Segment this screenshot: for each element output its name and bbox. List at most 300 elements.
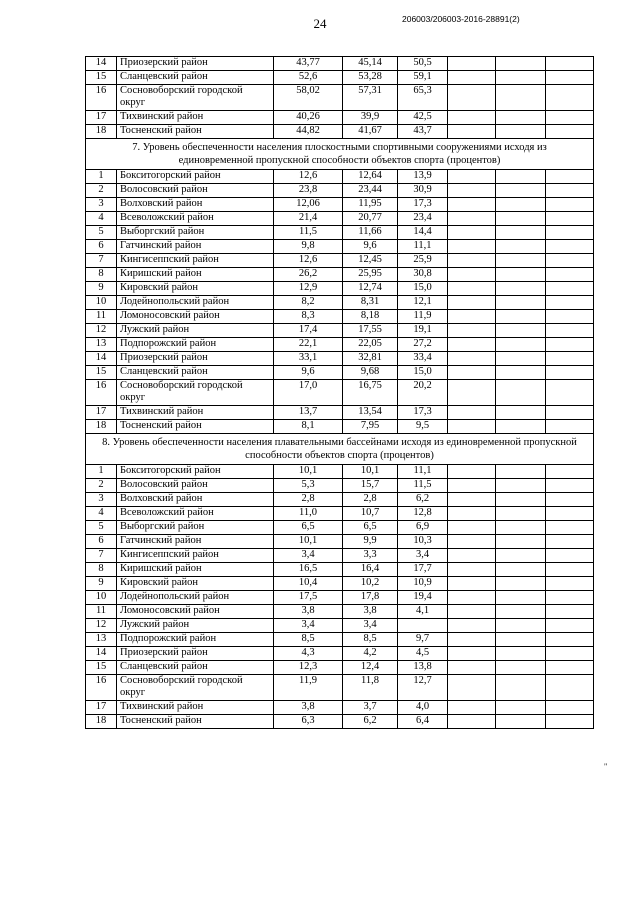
table-row [86,420,594,434]
empty-cell [546,549,594,563]
value-2017: 10,3 [398,535,448,549]
value-2017: 17,3 [398,406,448,420]
table-row [86,85,594,111]
value-2015: 12,9 [274,282,343,296]
value-2015: 10,1 [274,535,343,549]
empty-cell [496,563,546,577]
row-number: 9 [86,282,117,296]
value-2017: 19,4 [398,591,448,605]
row-number: 11 [86,310,117,324]
empty-cell [546,324,594,338]
section-7-heading: 7. Уровень обеспеченности населения плоскостными спортивными сооружениями исходя из единовременной пропускной способности объектов спорта (процентов) [86,139,594,170]
empty-cell [546,577,594,591]
empty-cell [448,198,496,212]
empty-cell [448,605,496,619]
value-2016: 20,77 [343,212,398,226]
empty-cell [546,465,594,479]
value-2016: 32,81 [343,352,398,366]
district-name: Волосовский район [117,184,274,198]
empty-cell [496,111,546,125]
value-2017: 59,1 [398,71,448,85]
empty-cell [496,380,546,406]
value-2016: 6,2 [343,715,398,729]
empty-cell [496,605,546,619]
district-name: Лужский район [117,619,274,633]
table-row [86,268,594,282]
table-row [86,493,594,507]
value-2016: 10,2 [343,577,398,591]
empty-cell [496,647,546,661]
row-number: 8 [86,268,117,282]
empty-cell [448,535,496,549]
row-number: 12 [86,619,117,633]
empty-cell [448,479,496,493]
empty-cell [496,507,546,521]
value-2016: 8,5 [343,633,398,647]
row-number: 16 [86,380,117,406]
empty-cell [546,198,594,212]
value-2015: 17,4 [274,324,343,338]
value-2015: 52,6 [274,71,343,85]
empty-cell [546,310,594,324]
row-number: 13 [86,633,117,647]
district-name: Всеволожский район [117,507,274,521]
district-name: Тосненский район [117,420,274,434]
value-2017: 12,8 [398,507,448,521]
empty-cell [546,111,594,125]
value-2016: 15,7 [343,479,398,493]
value-2016: 6,5 [343,521,398,535]
value-2017: 9,7 [398,633,448,647]
table-row [86,465,594,479]
empty-cell [496,57,546,71]
row-number: 4 [86,507,117,521]
district-name: Гатчинский район [117,240,274,254]
district-name: Кировский район [117,282,274,296]
value-2015: 21,4 [274,212,343,226]
value-2016: 11,66 [343,226,398,240]
table-row [86,212,594,226]
value-2016: 3,3 [343,549,398,563]
empty-cell [448,296,496,310]
margin-mark: " [604,762,608,771]
table-row [86,366,594,380]
empty-cell [448,380,496,406]
empty-cell [546,619,594,633]
empty-cell [448,352,496,366]
value-2015: 58,02 [274,85,343,111]
district-name: Волховский район [117,198,274,212]
district-name: Сосновоборский городской округ [117,675,274,701]
table-row [86,71,594,85]
empty-cell [496,310,546,324]
empty-cell [496,125,546,139]
value-2015: 12,06 [274,198,343,212]
row-number: 10 [86,296,117,310]
value-2017: 43,7 [398,125,448,139]
empty-cell [496,170,546,184]
empty-cell [448,633,496,647]
empty-cell [448,493,496,507]
table-row [86,675,594,701]
empty-cell [546,125,594,139]
district-name: Всеволожский район [117,212,274,226]
empty-cell [496,591,546,605]
value-2016: 10,7 [343,507,398,521]
empty-cell [496,420,546,434]
row-number: 1 [86,465,117,479]
row-number: 15 [86,661,117,675]
district-name: Киришский район [117,563,274,577]
empty-cell [448,57,496,71]
empty-cell [448,715,496,729]
value-2017: 4,1 [398,605,448,619]
value-2016: 12,4 [343,661,398,675]
empty-cell [496,619,546,633]
table-row [86,619,594,633]
empty-cell [496,633,546,647]
district-name: Кингисеппский район [117,254,274,268]
row-number: 6 [86,240,117,254]
value-2015: 33,1 [274,352,343,366]
row-number: 18 [86,420,117,434]
empty-cell [496,479,546,493]
value-2017: 11,1 [398,465,448,479]
row-number: 1 [86,170,117,184]
district-name: Лужский район [117,324,274,338]
empty-cell [496,268,546,282]
empty-cell [496,212,546,226]
value-2017: 30,8 [398,268,448,282]
table-row [86,661,594,675]
value-2015: 6,5 [274,521,343,535]
row-number: 3 [86,198,117,212]
empty-cell [496,198,546,212]
value-2015: 40,26 [274,111,343,125]
value-2015: 11,9 [274,675,343,701]
district-name: Кировский район [117,577,274,591]
value-2015: 44,82 [274,125,343,139]
row-number: 14 [86,647,117,661]
value-2015: 10,1 [274,465,343,479]
row-number: 7 [86,254,117,268]
value-2016: 3,7 [343,701,398,715]
district-name: Подпорожский район [117,338,274,352]
empty-cell [496,465,546,479]
value-2015: 3,8 [274,701,343,715]
table-row [86,310,594,324]
empty-cell [546,282,594,296]
empty-cell [546,352,594,366]
value-2017: 13,9 [398,170,448,184]
row-number: 15 [86,366,117,380]
row-number: 9 [86,577,117,591]
district-name: Выборгский район [117,226,274,240]
row-number: 2 [86,479,117,493]
district-name: Киришский район [117,268,274,282]
value-2015: 6,3 [274,715,343,729]
row-number: 16 [86,85,117,111]
table-row [86,125,594,139]
value-2015: 5,3 [274,479,343,493]
district-name: Сосновоборский городской округ [117,380,274,406]
value-2016: 2,8 [343,493,398,507]
empty-cell [496,675,546,701]
empty-cell [448,226,496,240]
empty-cell [546,57,594,71]
empty-cell [546,661,594,675]
row-number: 17 [86,406,117,420]
value-2017: 17,7 [398,563,448,577]
empty-cell [546,380,594,406]
value-2016: 9,68 [343,366,398,380]
empty-cell [546,535,594,549]
table-row [86,701,594,715]
value-2017: 15,0 [398,282,448,296]
value-2016: 10,1 [343,465,398,479]
empty-cell [448,366,496,380]
row-number: 12 [86,324,117,338]
district-name: Сосновоборский городской округ [117,85,274,111]
value-2015: 2,8 [274,493,343,507]
value-2017: 20,2 [398,380,448,406]
value-2015: 11,0 [274,507,343,521]
empty-cell [448,563,496,577]
district-name: Приозерский район [117,352,274,366]
value-2015: 13,7 [274,406,343,420]
empty-cell [546,715,594,729]
district-name: Выборгский район [117,521,274,535]
district-name: Тихвинский район [117,406,274,420]
empty-cell [448,212,496,226]
value-2015: 8,3 [274,310,343,324]
value-2015: 8,2 [274,296,343,310]
value-2016: 17,8 [343,591,398,605]
value-2015: 9,6 [274,366,343,380]
district-name: Волосовский район [117,479,274,493]
value-2017: 6,2 [398,493,448,507]
row-number: 5 [86,226,117,240]
row-number: 6 [86,535,117,549]
value-2017: 11,1 [398,240,448,254]
value-2016: 13,54 [343,406,398,420]
value-2017: 19,1 [398,324,448,338]
district-name: Сланцевский район [117,661,274,675]
table-row [86,535,594,549]
indicators-table [85,56,594,729]
district-name: Приозерский район [117,647,274,661]
district-name: Волховский район [117,493,274,507]
empty-cell [546,85,594,111]
value-2016: 8,31 [343,296,398,310]
district-name: Бокситогорский район [117,465,274,479]
value-2016: 16,75 [343,380,398,406]
empty-cell [448,675,496,701]
value-2017: 11,5 [398,479,448,493]
empty-cell [546,254,594,268]
empty-cell [546,479,594,493]
row-number: 14 [86,352,117,366]
empty-cell [496,226,546,240]
value-2017: 15,0 [398,366,448,380]
row-number: 14 [86,57,117,71]
empty-cell [496,324,546,338]
empty-cell [546,71,594,85]
value-2017: 25,9 [398,254,448,268]
value-2015: 3,4 [274,619,343,633]
value-2017: 4,5 [398,647,448,661]
value-2016: 53,28 [343,71,398,85]
empty-cell [546,212,594,226]
empty-cell [546,591,594,605]
table-row [86,380,594,406]
value-2016: 3,8 [343,605,398,619]
value-2017: 12,7 [398,675,448,701]
page-number: 24 [313,16,327,31]
empty-cell [496,701,546,715]
table-row [86,479,594,493]
empty-cell [546,170,594,184]
empty-cell [496,366,546,380]
district-name: Лодейнопольский район [117,591,274,605]
empty-cell [546,493,594,507]
empty-cell [448,521,496,535]
row-number: 4 [86,212,117,226]
empty-cell [448,549,496,563]
table-row [86,647,594,661]
value-2017: 42,5 [398,111,448,125]
row-number: 2 [86,184,117,198]
value-2016: 41,67 [343,125,398,139]
row-number: 15 [86,71,117,85]
district-name: Сланцевский район [117,71,274,85]
empty-cell [546,338,594,352]
table-row [86,549,594,563]
empty-cell [546,633,594,647]
value-2016: 22,05 [343,338,398,352]
table-row [86,605,594,619]
district-name: Тосненский район [117,125,274,139]
empty-cell [448,338,496,352]
table-row [86,591,594,605]
empty-cell [448,71,496,85]
value-2015: 3,4 [274,549,343,563]
empty-cell [448,507,496,521]
value-2017: 23,4 [398,212,448,226]
empty-cell [448,254,496,268]
empty-cell [496,254,546,268]
district-name: Тихвинский район [117,111,274,125]
value-2015: 17,5 [274,591,343,605]
table-row [86,111,594,125]
table-row [86,563,594,577]
district-name: Тосненский район [117,715,274,729]
empty-cell [448,324,496,338]
table-row [86,170,594,184]
table-row [86,352,594,366]
table-row [86,577,594,591]
value-2016: 11,95 [343,198,398,212]
empty-cell [496,549,546,563]
value-2017: 13,8 [398,661,448,675]
district-name: Подпорожский район [117,633,274,647]
table-row [86,715,594,729]
row-number: 18 [86,125,117,139]
value-2015: 17,0 [274,380,343,406]
empty-cell [496,406,546,420]
row-number: 18 [86,715,117,729]
district-name: Кингисеппский район [117,549,274,563]
empty-cell [448,125,496,139]
table-row [86,507,594,521]
empty-cell [496,661,546,675]
value-2015: 12,3 [274,661,343,675]
empty-cell [546,675,594,701]
row-number: 3 [86,493,117,507]
table-row [86,406,594,420]
value-2017: 50,5 [398,57,448,71]
value-2016: 9,6 [343,240,398,254]
empty-cell [496,184,546,198]
value-2017: 9,5 [398,420,448,434]
value-2015: 22,1 [274,338,343,352]
table-row [86,240,594,254]
empty-cell [496,296,546,310]
empty-cell [448,661,496,675]
value-2016: 16,4 [343,563,398,577]
empty-cell [496,352,546,366]
empty-cell [448,591,496,605]
value-2016: 4,2 [343,647,398,661]
value-2017: 65,3 [398,85,448,111]
empty-cell [546,507,594,521]
empty-cell [448,268,496,282]
empty-cell [546,366,594,380]
table-row [86,324,594,338]
value-2015: 8,5 [274,633,343,647]
value-2016: 57,31 [343,85,398,111]
document-id: 206003/206003-2016-28891(2) [402,14,520,24]
value-2016: 12,64 [343,170,398,184]
empty-cell [496,715,546,729]
empty-cell [448,184,496,198]
empty-cell [496,577,546,591]
district-name: Ломоносовский район [117,605,274,619]
empty-cell [546,240,594,254]
value-2015: 3,8 [274,605,343,619]
value-2017: 4,0 [398,701,448,715]
row-number: 13 [86,338,117,352]
value-2015: 43,77 [274,57,343,71]
empty-cell [546,406,594,420]
value-2017: 17,3 [398,198,448,212]
value-2016: 45,14 [343,57,398,71]
empty-cell [448,619,496,633]
table-row [86,338,594,352]
empty-cell [496,338,546,352]
section-8-heading-row [86,434,594,465]
value-2015: 9,8 [274,240,343,254]
district-name: Тихвинский район [117,701,274,715]
empty-cell [546,296,594,310]
value-2016: 17,55 [343,324,398,338]
empty-cell [448,465,496,479]
section-7-heading-row [86,139,594,170]
value-2015: 12,6 [274,254,343,268]
value-2017: 30,9 [398,184,448,198]
value-2017: 10,9 [398,577,448,591]
value-2016: 3,4 [343,619,398,633]
